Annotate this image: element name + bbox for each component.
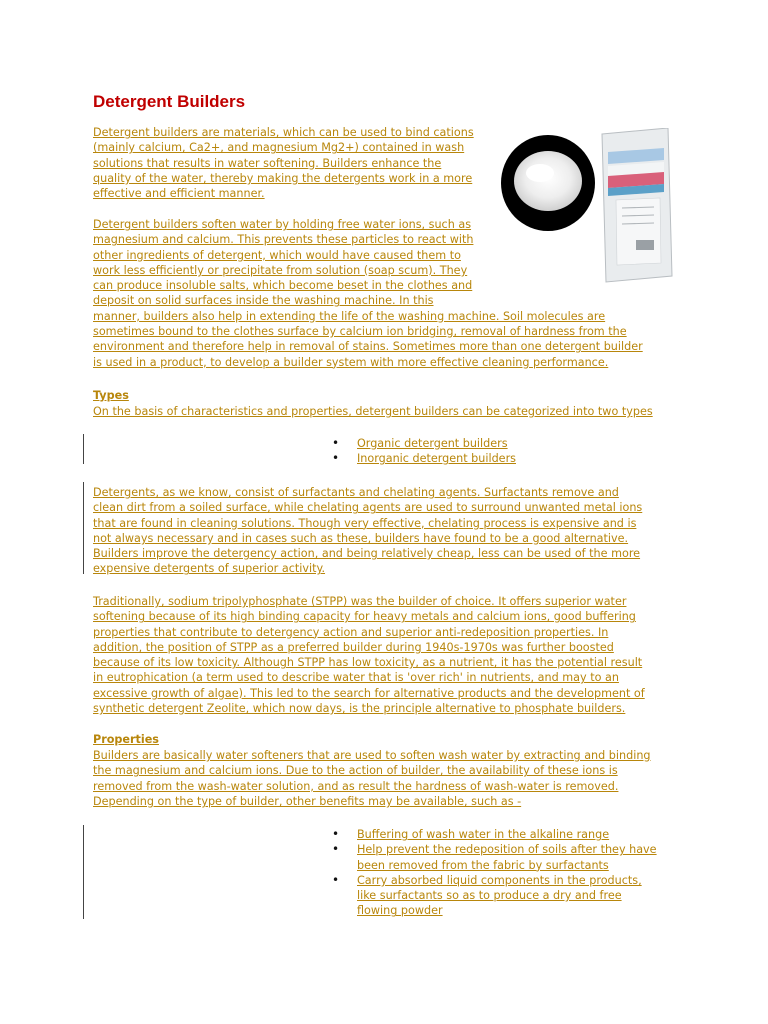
list-item-text: like surfactants so as to produce a dry and free [357,889,622,903]
list-item-text: flowing powder [357,904,443,918]
text-line: expensive detergents of superior activity. [93,562,326,576]
list-item-text: Help prevent the redeposition of soils after they have [357,843,657,857]
text-line: sometimes bound to the clothes surface by calcium ion bridging, removal of hardness from the [93,325,627,339]
text-line: magnesium and calcium. This prevents these particles to react with [93,233,474,247]
text-line: softening because of its high binding capacity for heavy metals and calcium ions, good buffering [93,610,636,624]
list-item-text: Buffering of wash water in the alkaline range [357,828,610,841]
list-item [332,873,657,919]
text-line: excessive growth of algae). This led to the search for alternative products and the development of [93,686,645,700]
text-line: properties that contribute to detergency action and superior anti-redeposition properties. In [93,625,609,639]
text-line: manner, builders also help in extending the life of the washing machine. Soil molecules are [93,309,606,323]
properties-list [332,827,657,919]
text-line: other ingredients of detergent, which would have caused them to [93,248,461,262]
body-paragraph-4 [93,594,645,716]
text-line: work less efficiently or precipitate from solution (soap scum). They [93,263,468,277]
list-item [332,842,657,873]
body-paragraph-3 [93,485,642,577]
text-line: clean dirt from a soiled surface, while chelating agents are used to surround unwanted metal ions [93,501,643,515]
text-line: is used in a product, to develop a builder system with more effective cleaning performance. [93,355,609,369]
text-line: that are found in cleaning solutions. Though very effective, chelating process is expensive and is [93,516,637,530]
bullet-icon: • [332,827,340,841]
text-line: quality of the water, thereby making the detergents work in a more [93,171,473,185]
text-line: synthetic detergent Zeolite, which now days, is the principle alternative to phosphate builders. [93,702,626,716]
bullet-icon: • [332,842,340,857]
text-line: effective and efficient manner. [93,187,265,201]
list-item-text: Inorganic detergent builders [357,452,516,466]
text-line: because of its low toxicity. Although STPP has low toxicity, as a nutrient, it has the potential result [93,656,643,670]
list-item-text: Organic detergent builders [357,437,508,450]
list-item-text: Carry absorbed liquid components in the products, [357,873,642,887]
intro-paragraph-1 [93,125,474,201]
text-line: can produce insoluble salts, which become beset in the clothes and [93,279,473,293]
list-item [332,436,516,451]
types-text: On the basis of characteristics and properties, detergent builders can be categorized into two types [93,405,653,418]
text-line: solutions that results in water softening. Builders enhance the [93,156,442,170]
list-item [332,827,657,842]
text-line: Detergent builders are materials, which can be used to bind cations [93,126,474,139]
text-line: Detergents, as we know, consist of surfactants and chelating agents. Surfactants remove and [93,486,619,499]
properties-heading: Properties [93,733,159,746]
types-list [332,436,516,467]
bullet-icon: • [332,872,340,887]
bullet-icon: • [332,451,340,466]
text-line: removed from the wash-water solution, and as result the hardness of wash-water is removed. [93,779,619,793]
margin-bar [83,825,84,919]
text-line: Builders are basically water softeners that are used to soften wash water by extracting and binding [93,749,651,762]
text-line: in eutrophication (a term used to describe water that is 'over rich' in nutrients, and may to an [93,671,619,685]
bullet-icon: • [332,436,340,450]
types-heading: Types [93,389,129,402]
text-line: Builders improve the detergency action, and being relatively cheap, less can be used of the more [93,547,641,561]
text-line: not always necessary and in cases such as these, builders have found to be a good alternative. [93,531,629,545]
text-line: Detergent builders soften water by holding free water ions, such as [93,218,472,231]
text-line: (mainly calcium, Ca2+, and magnesium Mg2+) contained in wash [93,141,465,155]
intro-paragraph-2 [93,217,643,370]
text-line: deposit on solid surfaces inside the washing machine. In this [93,294,434,308]
text-line: Traditionally, sodium tripolyphosphate (STPP) was the builder of choice. It offers superior water [93,595,627,608]
page-title: Detergent Builders [93,92,246,111]
properties-paragraph [93,748,651,809]
text-line: the magnesium and calcium ions. Due to the action of builder, the availability of these ions is [93,764,618,778]
list-item [332,451,516,466]
margin-bar [83,434,84,464]
text-line: environment and therefore help in removal of stains. Sometimes more than one detergent builder [93,340,643,354]
margin-bar [83,482,84,574]
text-line: Depending on the type of builder, other benefits may be available, such as - [93,794,522,808]
text-line: addition, the position of STPP as a preferred builder during 1940s-1970s was further boosted [93,640,614,654]
list-item-text: been removed from the fabric by surfactants [357,858,609,872]
